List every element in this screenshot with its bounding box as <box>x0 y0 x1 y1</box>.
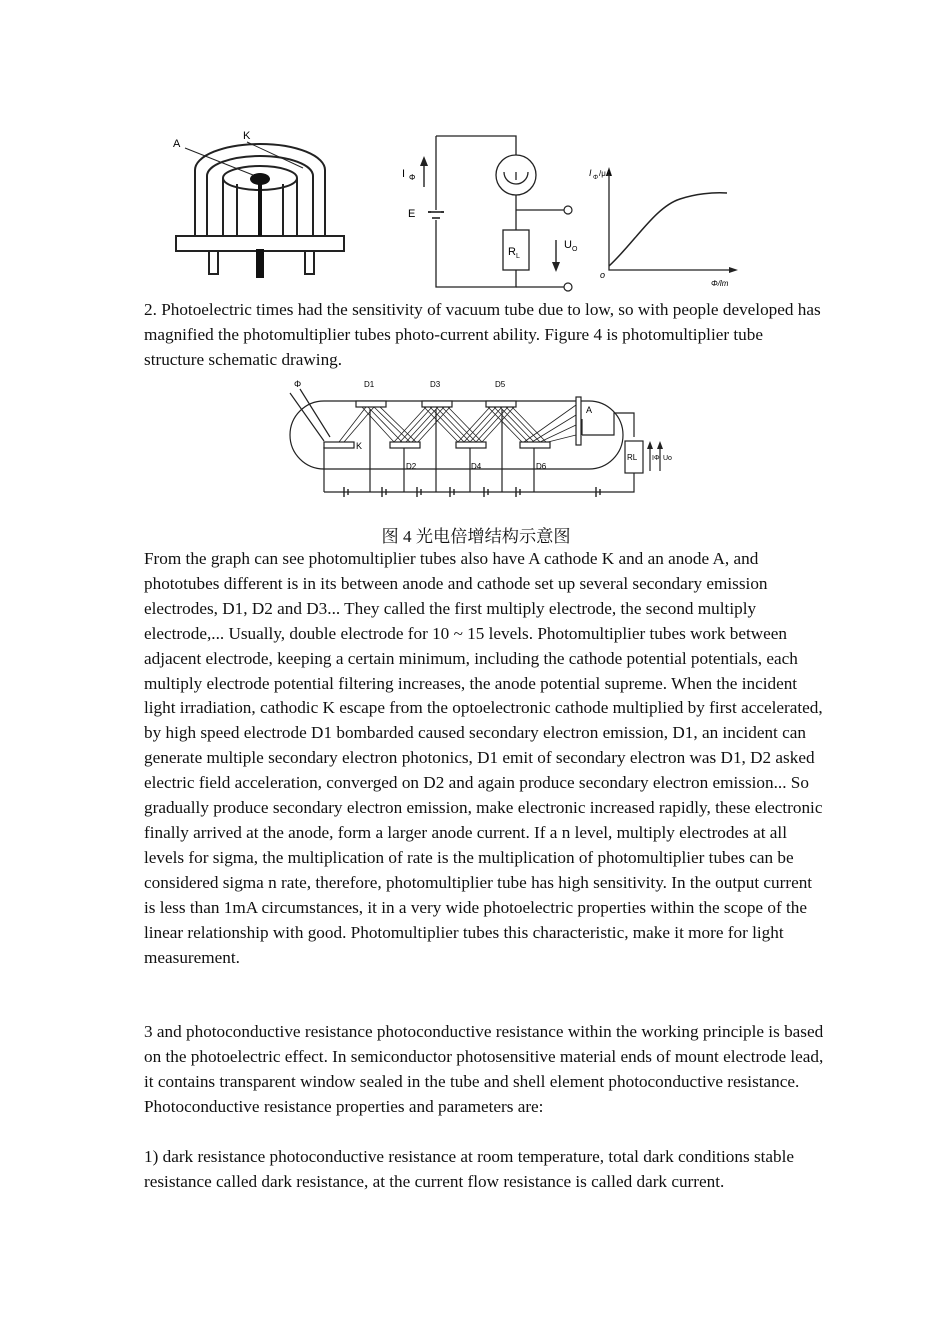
y-axis-label: I <box>589 168 592 178</box>
characteristic-graph <box>589 162 740 290</box>
current-label: I <box>402 168 406 180</box>
pmt-current-label: IΦ <box>652 455 660 462</box>
cathode-label: K <box>243 130 251 142</box>
d5-label: D5 <box>495 380 506 389</box>
anode-plate <box>576 397 581 445</box>
cathode-plate <box>324 442 354 448</box>
pmt-cathode-label: K <box>356 441 363 451</box>
phototube-circuit <box>400 130 585 295</box>
d1-label: D1 <box>364 380 375 389</box>
pmt-voltage-label: Uo <box>663 455 672 462</box>
battery-label: E <box>408 208 416 220</box>
photomultiplier-figure <box>284 375 680 500</box>
phi-label: Φ <box>294 379 302 389</box>
dynode-d2 <box>390 442 420 448</box>
y-axis-unit: /μA <box>599 169 612 178</box>
resistor-sub: L <box>516 253 520 260</box>
dynode-d1 <box>356 401 386 407</box>
dynode-d3 <box>422 401 452 407</box>
paragraph-photomultiplier-intro: 2. Photoelectric times had the sensitivity of vacuum tube due to low, so with people developed has magnified the photomultiplier tubes photo-current ability. Figure 4 is photomultiplier tube structure schematic drawing. <box>144 300 821 369</box>
anode-label: A <box>173 138 181 150</box>
d2-label: D2 <box>406 462 417 471</box>
y-axis-sub: Φ <box>593 175 599 181</box>
origin-label: o <box>600 270 606 280</box>
resistor-label: R <box>508 246 516 258</box>
paragraph-photoconductive-resistance: 3 and photoconductive resistance photoconductive resistance within the working principle is based on the photoelectric effect. In semiconductor photosensitive material ends of mount electrode lead, it contains transparent window sealed in the tube and shell element photoconductive resistance. Photoconductive resistance properties and parameters are: <box>144 1022 824 1116</box>
voltage-label: U <box>564 239 572 251</box>
d6-label: D6 <box>536 462 547 471</box>
current-sub: Φ <box>409 173 416 182</box>
d4-label: D4 <box>471 462 482 471</box>
paragraph-photomultiplier-explanation: From the graph can see photomultiplier tubes also have A cathode K and an anode A, and phototubes different is in its between anode and cathode set up several secondary emission electrodes, D1, D2 and D3... They called the first multiply electrode, the second multiply electrode,... Usually, double electrode for 10 ~ 15 levels. Photomultiplier tubes work between adjacent electrode, keeping a certain minimum, including the cathode potential potentials, each multiply electrode potential filtering increases, the anode potential supreme. When the incident light irradiation, cathodic K escape from the optoelectronic cathode multiplied by first accelerated, by high speed electrode D1 bombarded caused secondary electron emission, D1, an incident can generate multiple secondary electron photonics, D1 emit of secondary electron was D1, D2 asked electric field acceleration, converged on D2 and again produce secondary electron emission... So gradually produce secondary electron emission, make electronic increased rapidly, these electronic finally arrived at the anode, form a larger anode current. If a n level, multiply electrodes at all levels for sigma, the multiplication of rate is the multiplication of photomultiplier tubes can be considered sigma n rate, therefore, photomultiplier tube has high sensitivity. In the output current is less than 1mA circumstances, it in a very wide photoelectric properties within the scope of the linear relationship with good. Photomultiplier tubes this characteristic, make it more for light measurement. <box>144 549 823 967</box>
voltage-sub: O <box>572 246 578 253</box>
dynode-d6 <box>520 442 550 448</box>
x-axis-label: Φ/lm <box>711 279 729 288</box>
pmt-anode-label: A <box>586 405 593 415</box>
load-label: RL <box>627 453 638 462</box>
dynode-d5 <box>486 401 516 407</box>
figure-4-caption: 图 4 光电倍增结构示意图 <box>381 527 571 546</box>
paragraph-dark-resistance: 1) dark resistance photoconductive resistance at room temperature, total dark conditions stable resistance called dark resistance, at the current flow resistance is called dark current. <box>144 1147 795 1191</box>
d3-label: D3 <box>430 380 441 389</box>
phototube-figure <box>165 128 355 284</box>
dynode-d4 <box>456 442 486 448</box>
